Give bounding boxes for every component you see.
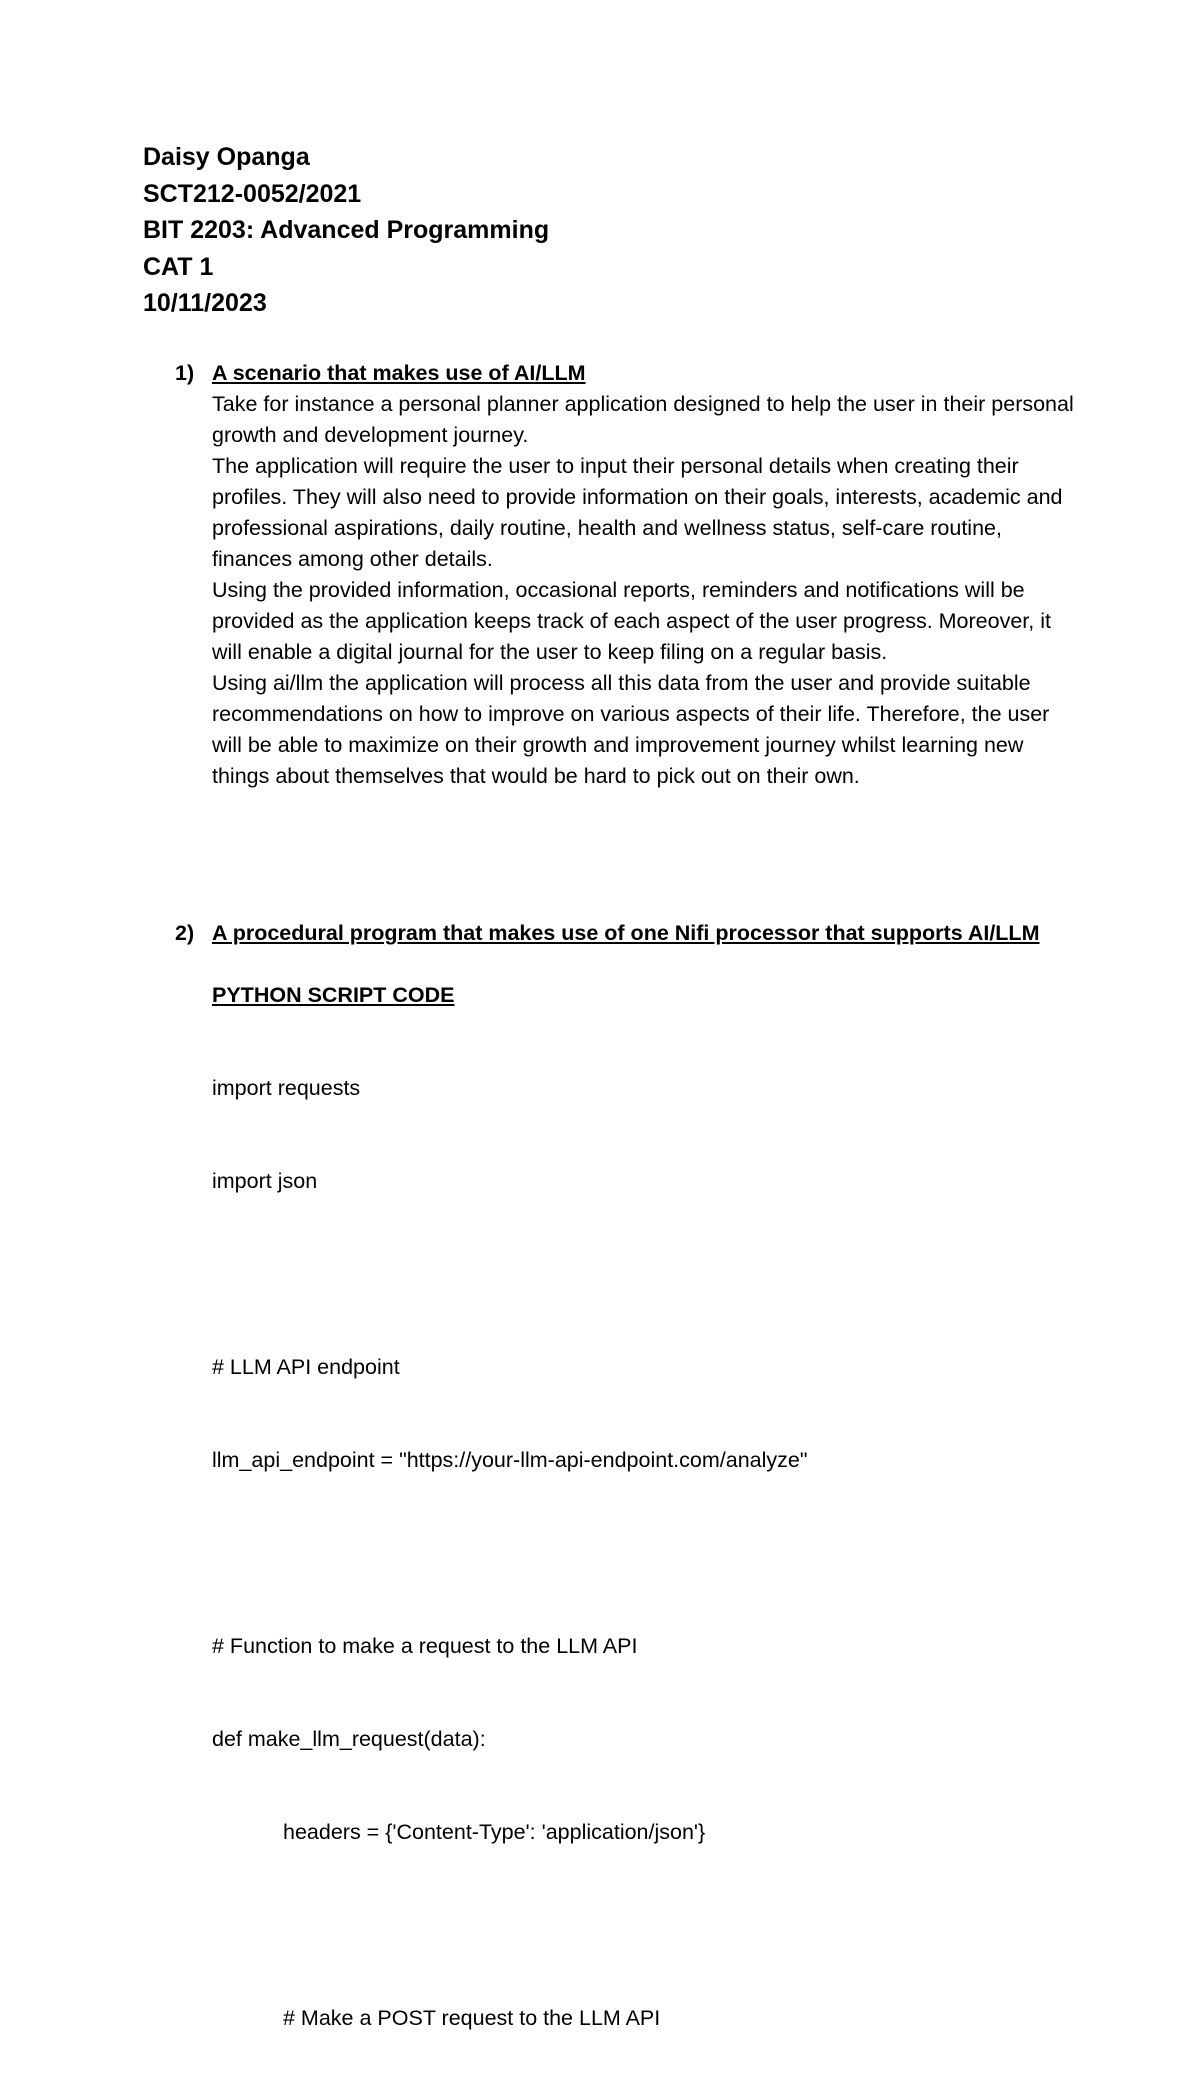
question-1-title: A scenario that makes use of AI/LLM [212, 361, 586, 385]
code-line: import json [212, 1169, 318, 1193]
course-title: BIT 2203: Advanced Programming [143, 216, 550, 244]
code-line: import requests [212, 1076, 361, 1100]
question-2 [175, 918, 1075, 2096]
question-2-number: 2) [175, 921, 195, 945]
code-line [212, 1259, 1075, 1290]
code-line: # Function to make a request to the LLM API [212, 1634, 638, 1658]
assessment-title: CAT 1 [143, 252, 214, 281]
question-1-paragraph: The application will require the user to input their personal details when creating their profiles. They will also need to provide information on their goals, interests, academic and professional aspirations, daily routine, health and wellness status, self-care routine, finances among other details. [212, 454, 1063, 571]
registration-number: SCT212-0052/2021 [143, 179, 362, 208]
code-line: def make_llm_request(data): [212, 1727, 486, 1751]
document-date: 10/11/2023 [143, 289, 267, 317]
code-line: headers = {'Content-Type': 'application/json'} [283, 1820, 706, 1844]
code-line [212, 1910, 1075, 1941]
question-2-title: A procedural program that makes use of one Nifi processor that supports AI/LLM [212, 921, 1040, 945]
code-line: # Make a POST request to the LLM API [283, 2006, 661, 2030]
code-line [212, 1538, 1075, 1569]
question-1 [175, 358, 1075, 792]
question-1-paragraph: Using the provided information, occasional reports, reminders and notifications will be provided as the application keeps track of each aspect of the user progress. Moreover, it will enable a digital journal for the user to keep filing on a regular basis. [212, 578, 1051, 664]
document-header [143, 139, 549, 322]
code-block [212, 1011, 1075, 2096]
student-name: Daisy Opanga [143, 143, 310, 171]
code-line: # LLM API endpoint [212, 1355, 400, 1379]
code-line: llm_api_endpoint = "https://your-llm-api-endpoint.com/analyze" [212, 1448, 808, 1472]
question-1-number: 1) [175, 361, 195, 385]
question-1-paragraph: Take for instance a personal planner application designed to help the user in their personal growth and development journey. [212, 392, 1074, 447]
question-1-paragraph: Using ai/llm the application will process all this data from the user and provide suitable recommendations on how to improve on various aspects of their life. Therefore, the user will be able to maximize on their growth and improvement journey whilst learning new things about themselves that would be hard to pick out on their own. [212, 671, 1050, 788]
code-heading: PYTHON SCRIPT CODE [212, 983, 455, 1007]
